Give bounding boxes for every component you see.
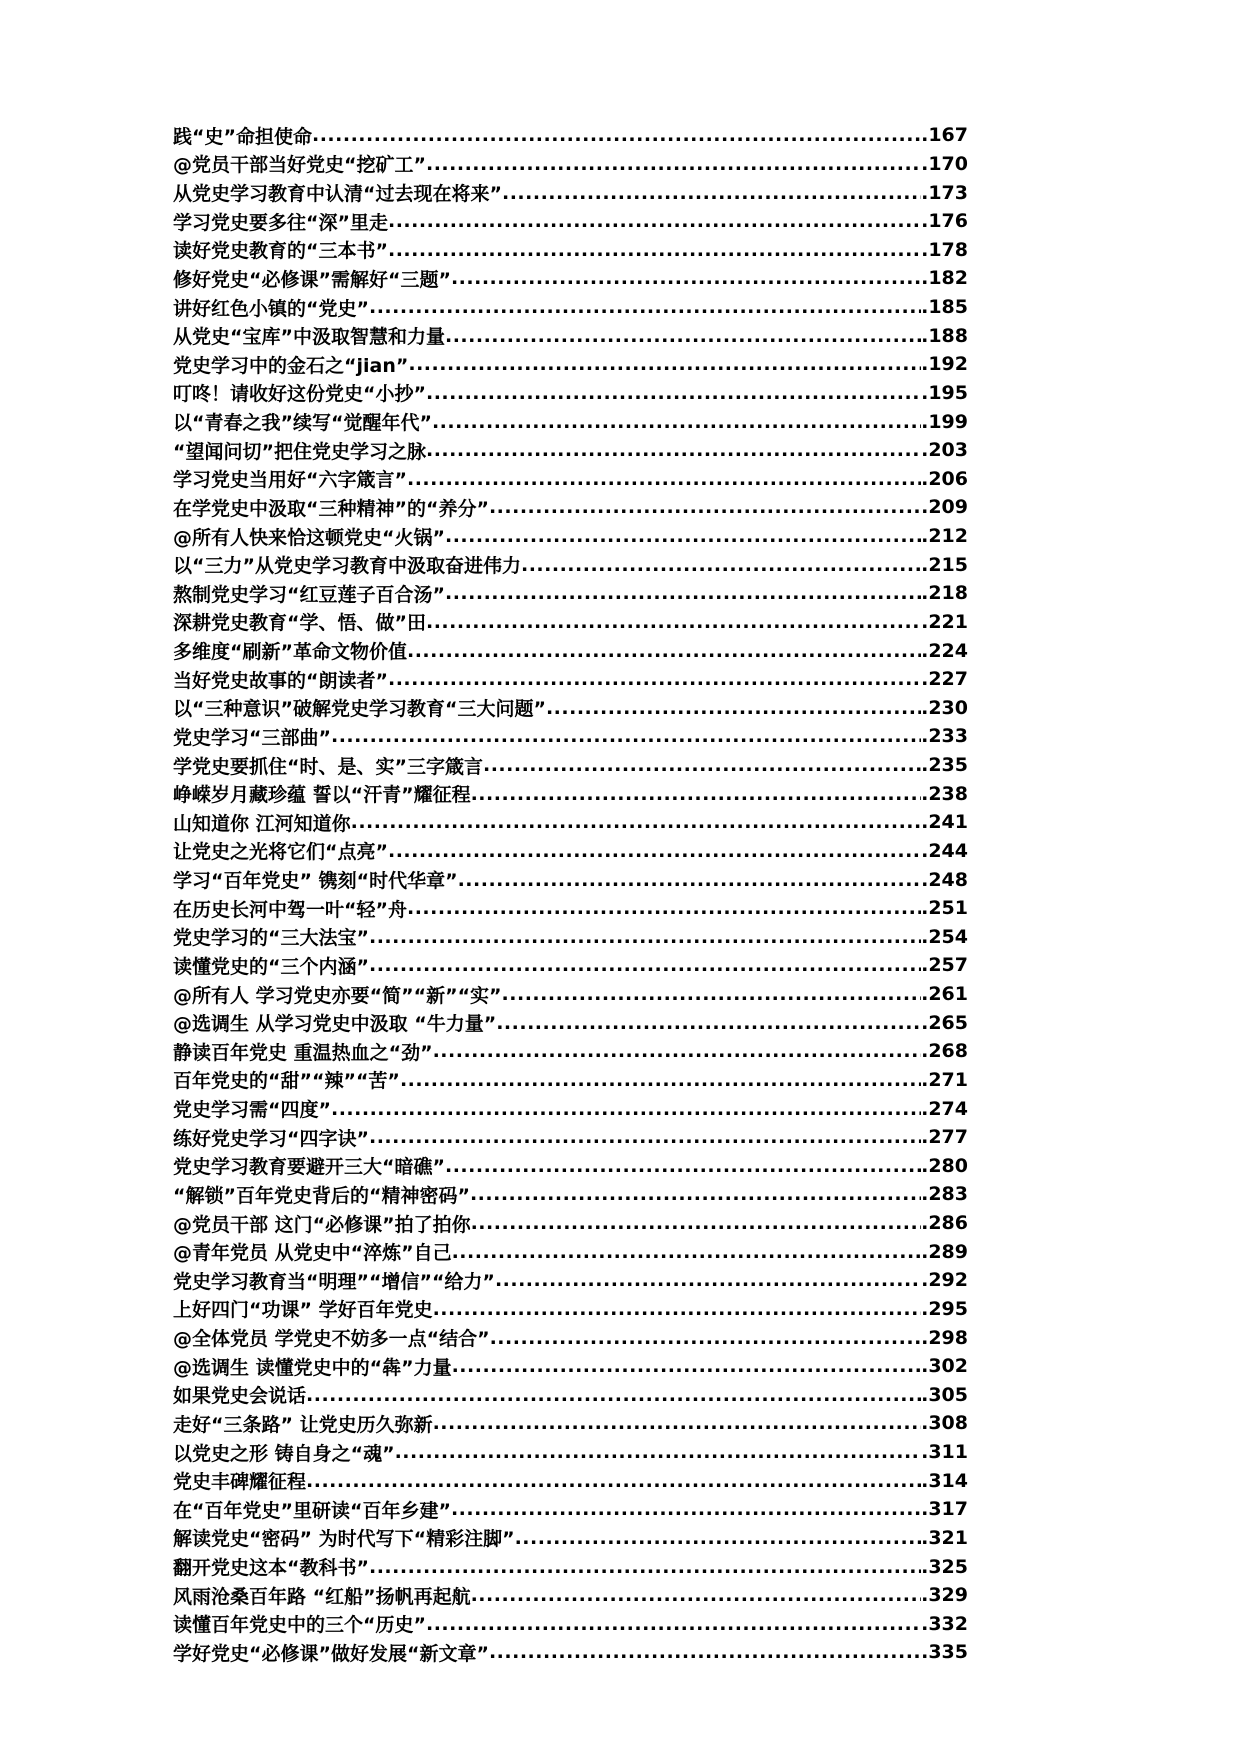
toc-entry-page: .212 — [921, 525, 968, 548]
dot-leader — [521, 554, 921, 576]
dot-leader — [515, 1527, 922, 1549]
toc-entry[interactable] — [173, 1438, 968, 1467]
toc-entry-title: 当好党史故事的“朗读者” — [173, 669, 388, 692]
dot-leader — [451, 1498, 921, 1520]
toc-entry[interactable] — [173, 407, 968, 436]
toc-entry[interactable] — [173, 522, 968, 551]
dot-leader — [400, 1069, 921, 1091]
toc-entry[interactable] — [173, 837, 968, 866]
toc-entry-title: 深耕党史教育“学、悟、做”田 — [173, 612, 426, 635]
toc-entry-title: @全体党员 学党史不妨多一点“结合” — [173, 1328, 490, 1351]
toc-entry[interactable] — [173, 1524, 968, 1553]
toc-entry-page: .173 — [921, 181, 968, 204]
toc-entry-page: .277 — [921, 1126, 968, 1149]
toc-entry-page: .308 — [921, 1412, 968, 1435]
dot-leader — [451, 267, 921, 289]
dot-leader — [369, 296, 921, 318]
toc-entry-page: .261 — [921, 983, 968, 1006]
dot-leader — [502, 182, 921, 204]
toc-entry[interactable] — [173, 178, 968, 207]
toc-entry-title: 修好党史“必修课”需解好“三题” — [173, 268, 451, 291]
toc-entry-title: 读好党史教育的“三本书” — [173, 240, 388, 263]
toc-entry[interactable] — [173, 150, 968, 179]
dot-leader — [445, 325, 921, 347]
toc-entry[interactable] — [173, 1610, 968, 1639]
toc-entry[interactable] — [173, 608, 968, 637]
toc-entry[interactable] — [173, 1323, 968, 1352]
toc-entry[interactable] — [173, 1094, 968, 1123]
dot-leader — [408, 353, 921, 375]
toc-entry-title: @选调生 从学习党史中汲取 “牛力量” — [173, 1013, 497, 1036]
toc-entry[interactable] — [173, 207, 968, 236]
toc-entry-title: 党史学习的“三大法宝” — [173, 927, 369, 950]
toc-entry-page: .227 — [921, 668, 968, 691]
toc-entry-page: .274 — [921, 1097, 968, 1120]
toc-entry-title: 从党史“宝库”中汲取智慧和力量 — [173, 326, 445, 349]
toc-entry[interactable] — [173, 436, 968, 465]
toc-entry[interactable] — [173, 894, 968, 923]
toc-entry-page: .199 — [921, 410, 968, 433]
toc-entry-title: 学好党史“必修课”做好发展“新文章” — [173, 1642, 489, 1665]
toc-entry-title: 以“三种意识”破解党史学习教育“三大问题” — [173, 698, 546, 721]
toc-entry[interactable] — [173, 550, 968, 579]
dot-leader — [407, 897, 921, 919]
toc-entry-title: @所有人快来恰这顿党史“火锅” — [173, 526, 445, 549]
toc-entry[interactable] — [173, 1466, 968, 1495]
toc-entry-page: .332 — [921, 1612, 968, 1635]
toc-entry-title: 多维度“刷新”革命文物价值 — [173, 641, 407, 664]
toc-entry-title: 以“三力”从党史学习教育中汲取奋进伟力 — [173, 555, 521, 578]
toc-entry-page: .289 — [921, 1240, 968, 1263]
dot-leader — [489, 1641, 921, 1663]
dot-leader — [470, 1183, 921, 1205]
toc-entry-page: .235 — [921, 754, 968, 777]
dot-leader — [426, 382, 921, 404]
toc-entry[interactable] — [173, 493, 968, 522]
toc-entry[interactable] — [173, 1180, 968, 1209]
dot-leader — [502, 983, 922, 1005]
toc-entry-title: 以“青春之我”续写“觉醒年代” — [173, 412, 432, 435]
dot-leader — [471, 1212, 922, 1234]
toc-entry-page: .314 — [921, 1469, 968, 1492]
toc-entry[interactable] — [173, 121, 968, 150]
dot-leader — [452, 1241, 922, 1263]
toc-entry-page: .292 — [921, 1269, 968, 1292]
dot-leader — [369, 1126, 921, 1148]
toc-entry-title: “解锁”百年党史背后的“精神密码” — [173, 1184, 470, 1207]
toc-entry-title: 践“史”命担使命 — [173, 125, 312, 148]
toc-entry-title: 风雨沧桑百年路 “红船”扬帆再起航 — [173, 1585, 471, 1608]
dot-leader — [426, 153, 921, 175]
toc-entry-page: .218 — [921, 582, 968, 605]
toc-entry-page: .286 — [921, 1212, 968, 1235]
dot-leader — [458, 869, 922, 891]
toc-entry-title: 在“百年党史”里研读“百年乡建” — [173, 1499, 451, 1522]
dot-leader — [331, 1098, 921, 1120]
toc-entry[interactable] — [173, 1381, 968, 1410]
toc-entry[interactable] — [173, 236, 968, 265]
dot-leader — [306, 1384, 921, 1406]
toc-entry[interactable] — [173, 1266, 968, 1295]
toc-entry[interactable] — [173, 1152, 968, 1181]
toc-entry-page: .170 — [921, 152, 968, 175]
toc-entry-page: .325 — [921, 1555, 968, 1578]
toc-entry-page: .241 — [921, 811, 968, 834]
toc-entry[interactable] — [173, 579, 968, 608]
toc-entry[interactable] — [173, 1638, 968, 1667]
toc-entry-title: 以党史之形 铸自身之“魂” — [173, 1442, 395, 1465]
toc-entry-page: .268 — [921, 1040, 968, 1063]
toc-entry[interactable] — [173, 636, 968, 665]
toc-entry-page: .298 — [921, 1326, 968, 1349]
dot-leader — [395, 1441, 922, 1463]
toc-entry-title: 党史学习教育当“明理”“增信”“给力” — [173, 1270, 495, 1293]
toc-entry-page: .238 — [921, 782, 968, 805]
toc-entry-title: 让党史之光将它们“点亮” — [173, 841, 388, 864]
toc-entry[interactable] — [173, 694, 968, 723]
toc-entry[interactable] — [173, 1495, 968, 1524]
dot-leader — [433, 1040, 922, 1062]
dot-leader — [490, 1327, 922, 1349]
toc-entry-title: 走好“三条路” 让党史历久弥新 — [173, 1413, 433, 1436]
toc-entry-page: .248 — [921, 868, 968, 891]
toc-entry-title: 在学党史中汲取“三种精神”的“养分” — [173, 497, 489, 520]
toc-entry-title: @青年党员 从党史中“淬炼”自己 — [173, 1242, 452, 1265]
dot-leader — [331, 725, 921, 747]
toc-entry[interactable] — [173, 751, 968, 780]
toc-entry-page: .305 — [921, 1383, 968, 1406]
toc-entry-page: .329 — [921, 1584, 968, 1607]
toc-entry-title: 党史丰碑耀征程 — [173, 1471, 307, 1494]
toc-entry[interactable] — [173, 1552, 968, 1581]
toc-entry-page: .230 — [921, 696, 968, 719]
toc-entry-page: .221 — [921, 610, 968, 633]
toc-entry-title: “望闻问切”把住党史学习之脉 — [173, 440, 426, 463]
dot-leader — [471, 1584, 922, 1606]
dot-leader — [388, 668, 921, 690]
toc-entry-title: 山知道你 江河知道你 — [173, 812, 351, 835]
toc-entry-title: @所有人 学习党史亦要“简”“新”“实” — [173, 984, 502, 1007]
dot-leader — [426, 1613, 921, 1635]
toc-entry[interactable] — [173, 1008, 968, 1037]
toc-entry-title: 党史学习教育要避开三大“暗礁” — [173, 1156, 445, 1179]
toc-entry-title: 党史学习需“四度” — [173, 1099, 331, 1122]
toc-entry-title: 从党史学习教育中认清“过去现在将来” — [173, 183, 502, 206]
toc-entry-title: 翻开党史这本“教科书” — [173, 1557, 369, 1580]
toc-entry[interactable] — [173, 808, 968, 837]
toc-entry-title: 在历史长河中驾一叶“轻”舟 — [173, 898, 407, 921]
toc-entry-title: 叮咚！请收好这份党史“小抄” — [173, 383, 426, 406]
toc-entry-title: 百年党史的“甜”“辣”“苦” — [173, 1070, 400, 1093]
toc-entry-page: .321 — [921, 1526, 968, 1549]
dot-leader — [388, 239, 921, 261]
toc-entry-title: 峥嵘岁月藏珍蕴 誓以“汗青”耀征程 — [173, 784, 471, 807]
toc-entry-page: .195 — [921, 381, 968, 404]
dot-leader — [426, 439, 921, 461]
toc-entry[interactable] — [173, 1581, 968, 1610]
dot-leader — [433, 1412, 922, 1434]
toc-entry-page: .251 — [921, 897, 968, 920]
dot-leader — [306, 1470, 921, 1492]
toc-entry-title: 学习“百年党史” 镌刻“时代华章” — [173, 870, 458, 893]
toc-entry[interactable] — [173, 1209, 968, 1238]
dot-leader — [312, 124, 921, 146]
toc-entry-title: 学习党史要多往“深”里走 — [173, 211, 388, 234]
dot-leader — [407, 640, 921, 662]
toc-entry[interactable] — [173, 1123, 968, 1152]
toc-entry[interactable] — [173, 1237, 968, 1266]
toc-entry[interactable] — [173, 321, 968, 350]
dot-leader — [445, 525, 921, 547]
toc-entry-title: 解读党史“密码” 为时代写下“精彩注脚” — [173, 1528, 515, 1551]
toc-entry-title: 党史学习中的金石之“jian” — [173, 354, 409, 377]
toc-entry-page: .244 — [921, 839, 968, 862]
toc-entry-title: 党史学习“三部曲” — [173, 726, 331, 749]
dot-leader — [445, 1155, 921, 1177]
toc-entry-page: .233 — [921, 725, 968, 748]
toc-entry[interactable] — [173, 465, 968, 494]
toc-entry-title: 读懂百年党史中的三个“历史” — [173, 1614, 426, 1637]
dot-leader — [433, 1298, 922, 1320]
toc-entry-page: .271 — [921, 1068, 968, 1091]
toc-entry-page: .265 — [921, 1011, 968, 1034]
toc-entry-page: .215 — [921, 553, 968, 576]
toc-entry-title: 读懂党史的“三个内涵” — [173, 955, 369, 978]
dot-leader — [496, 1012, 921, 1034]
toc-entry[interactable] — [173, 1409, 968, 1438]
toc-entry-page: .206 — [921, 467, 968, 490]
toc-entry-title: 学党史要抓住“时、是、实”三字箴言 — [173, 755, 483, 778]
toc-entry[interactable] — [173, 1295, 968, 1324]
dot-leader — [388, 210, 921, 232]
dot-leader — [445, 582, 921, 604]
toc-entry[interactable] — [173, 865, 968, 894]
dot-leader — [426, 611, 921, 633]
toc-entry-page: .335 — [921, 1641, 968, 1664]
toc-entry-page: .311 — [921, 1441, 968, 1464]
toc-entry-page: .317 — [921, 1498, 968, 1521]
dot-leader — [351, 811, 921, 833]
toc-entry-page: .280 — [921, 1154, 968, 1177]
dot-leader — [388, 840, 921, 862]
toc-entry-page: .167 — [921, 124, 968, 147]
toc-entry[interactable] — [173, 779, 968, 808]
toc-entry-page: .295 — [921, 1297, 968, 1320]
dot-leader — [432, 411, 921, 433]
toc-entry[interactable] — [173, 1352, 968, 1381]
toc-entry-title: 上好四门“功课” 学好百年党史 — [173, 1299, 433, 1322]
toc-entry[interactable] — [173, 350, 968, 379]
dot-leader — [369, 926, 921, 948]
toc-entry-page: .203 — [921, 439, 968, 462]
dot-leader — [452, 1355, 922, 1377]
toc-entry[interactable] — [173, 1066, 968, 1095]
table-of-contents — [173, 121, 968, 1667]
toc-entry[interactable] — [173, 379, 968, 408]
toc-entry[interactable] — [173, 722, 968, 751]
toc-entry[interactable] — [173, 980, 968, 1009]
toc-entry-page: .283 — [921, 1183, 968, 1206]
toc-entry-title: 熬制党史学习“红豆莲子百合汤” — [173, 583, 445, 606]
dot-leader — [471, 783, 922, 805]
toc-entry-page: .178 — [921, 238, 968, 261]
toc-entry-title: 静读百年党史 重温热血之“劲” — [173, 1041, 433, 1064]
toc-entry-page: .176 — [921, 210, 968, 233]
toc-entry-page: .185 — [921, 296, 968, 319]
dot-leader — [369, 1556, 921, 1578]
toc-entry[interactable] — [173, 1037, 968, 1066]
dot-leader — [495, 1269, 921, 1291]
toc-entry-page: .192 — [921, 353, 968, 376]
toc-entry-title: @党员干部 这门“必修课”拍了拍你 — [173, 1213, 471, 1236]
toc-entry-page: .302 — [921, 1355, 968, 1378]
toc-entry[interactable] — [173, 293, 968, 322]
toc-entry[interactable] — [173, 923, 968, 952]
toc-entry-page: .224 — [921, 639, 968, 662]
dot-leader — [407, 468, 921, 490]
toc-entry[interactable] — [173, 264, 968, 293]
toc-entry[interactable] — [173, 665, 968, 694]
toc-entry-page: .182 — [921, 267, 968, 290]
toc-entry[interactable] — [173, 951, 968, 980]
toc-entry-page: .188 — [921, 324, 968, 347]
toc-entry-page: .254 — [921, 925, 968, 948]
dot-leader — [546, 697, 921, 719]
toc-entry-page: .257 — [921, 954, 968, 977]
dot-leader — [369, 954, 921, 976]
toc-entry-title: 学习党史当用好“六字箴言” — [173, 469, 407, 492]
dot-leader — [489, 496, 921, 518]
toc-entry-title: @选调生 读懂党史中的“犇”力量 — [173, 1356, 452, 1379]
dot-leader — [483, 754, 921, 776]
toc-entry-title: 如果党史会说话 — [173, 1385, 307, 1408]
toc-entry-title: 讲好红色小镇的“党史” — [173, 297, 369, 320]
toc-entry-page: .209 — [921, 496, 968, 519]
toc-entry-title: 练好党史学习“四字诀” — [173, 1127, 369, 1150]
toc-entry-title: @党员干部当好党史“挖矿工” — [173, 154, 426, 177]
